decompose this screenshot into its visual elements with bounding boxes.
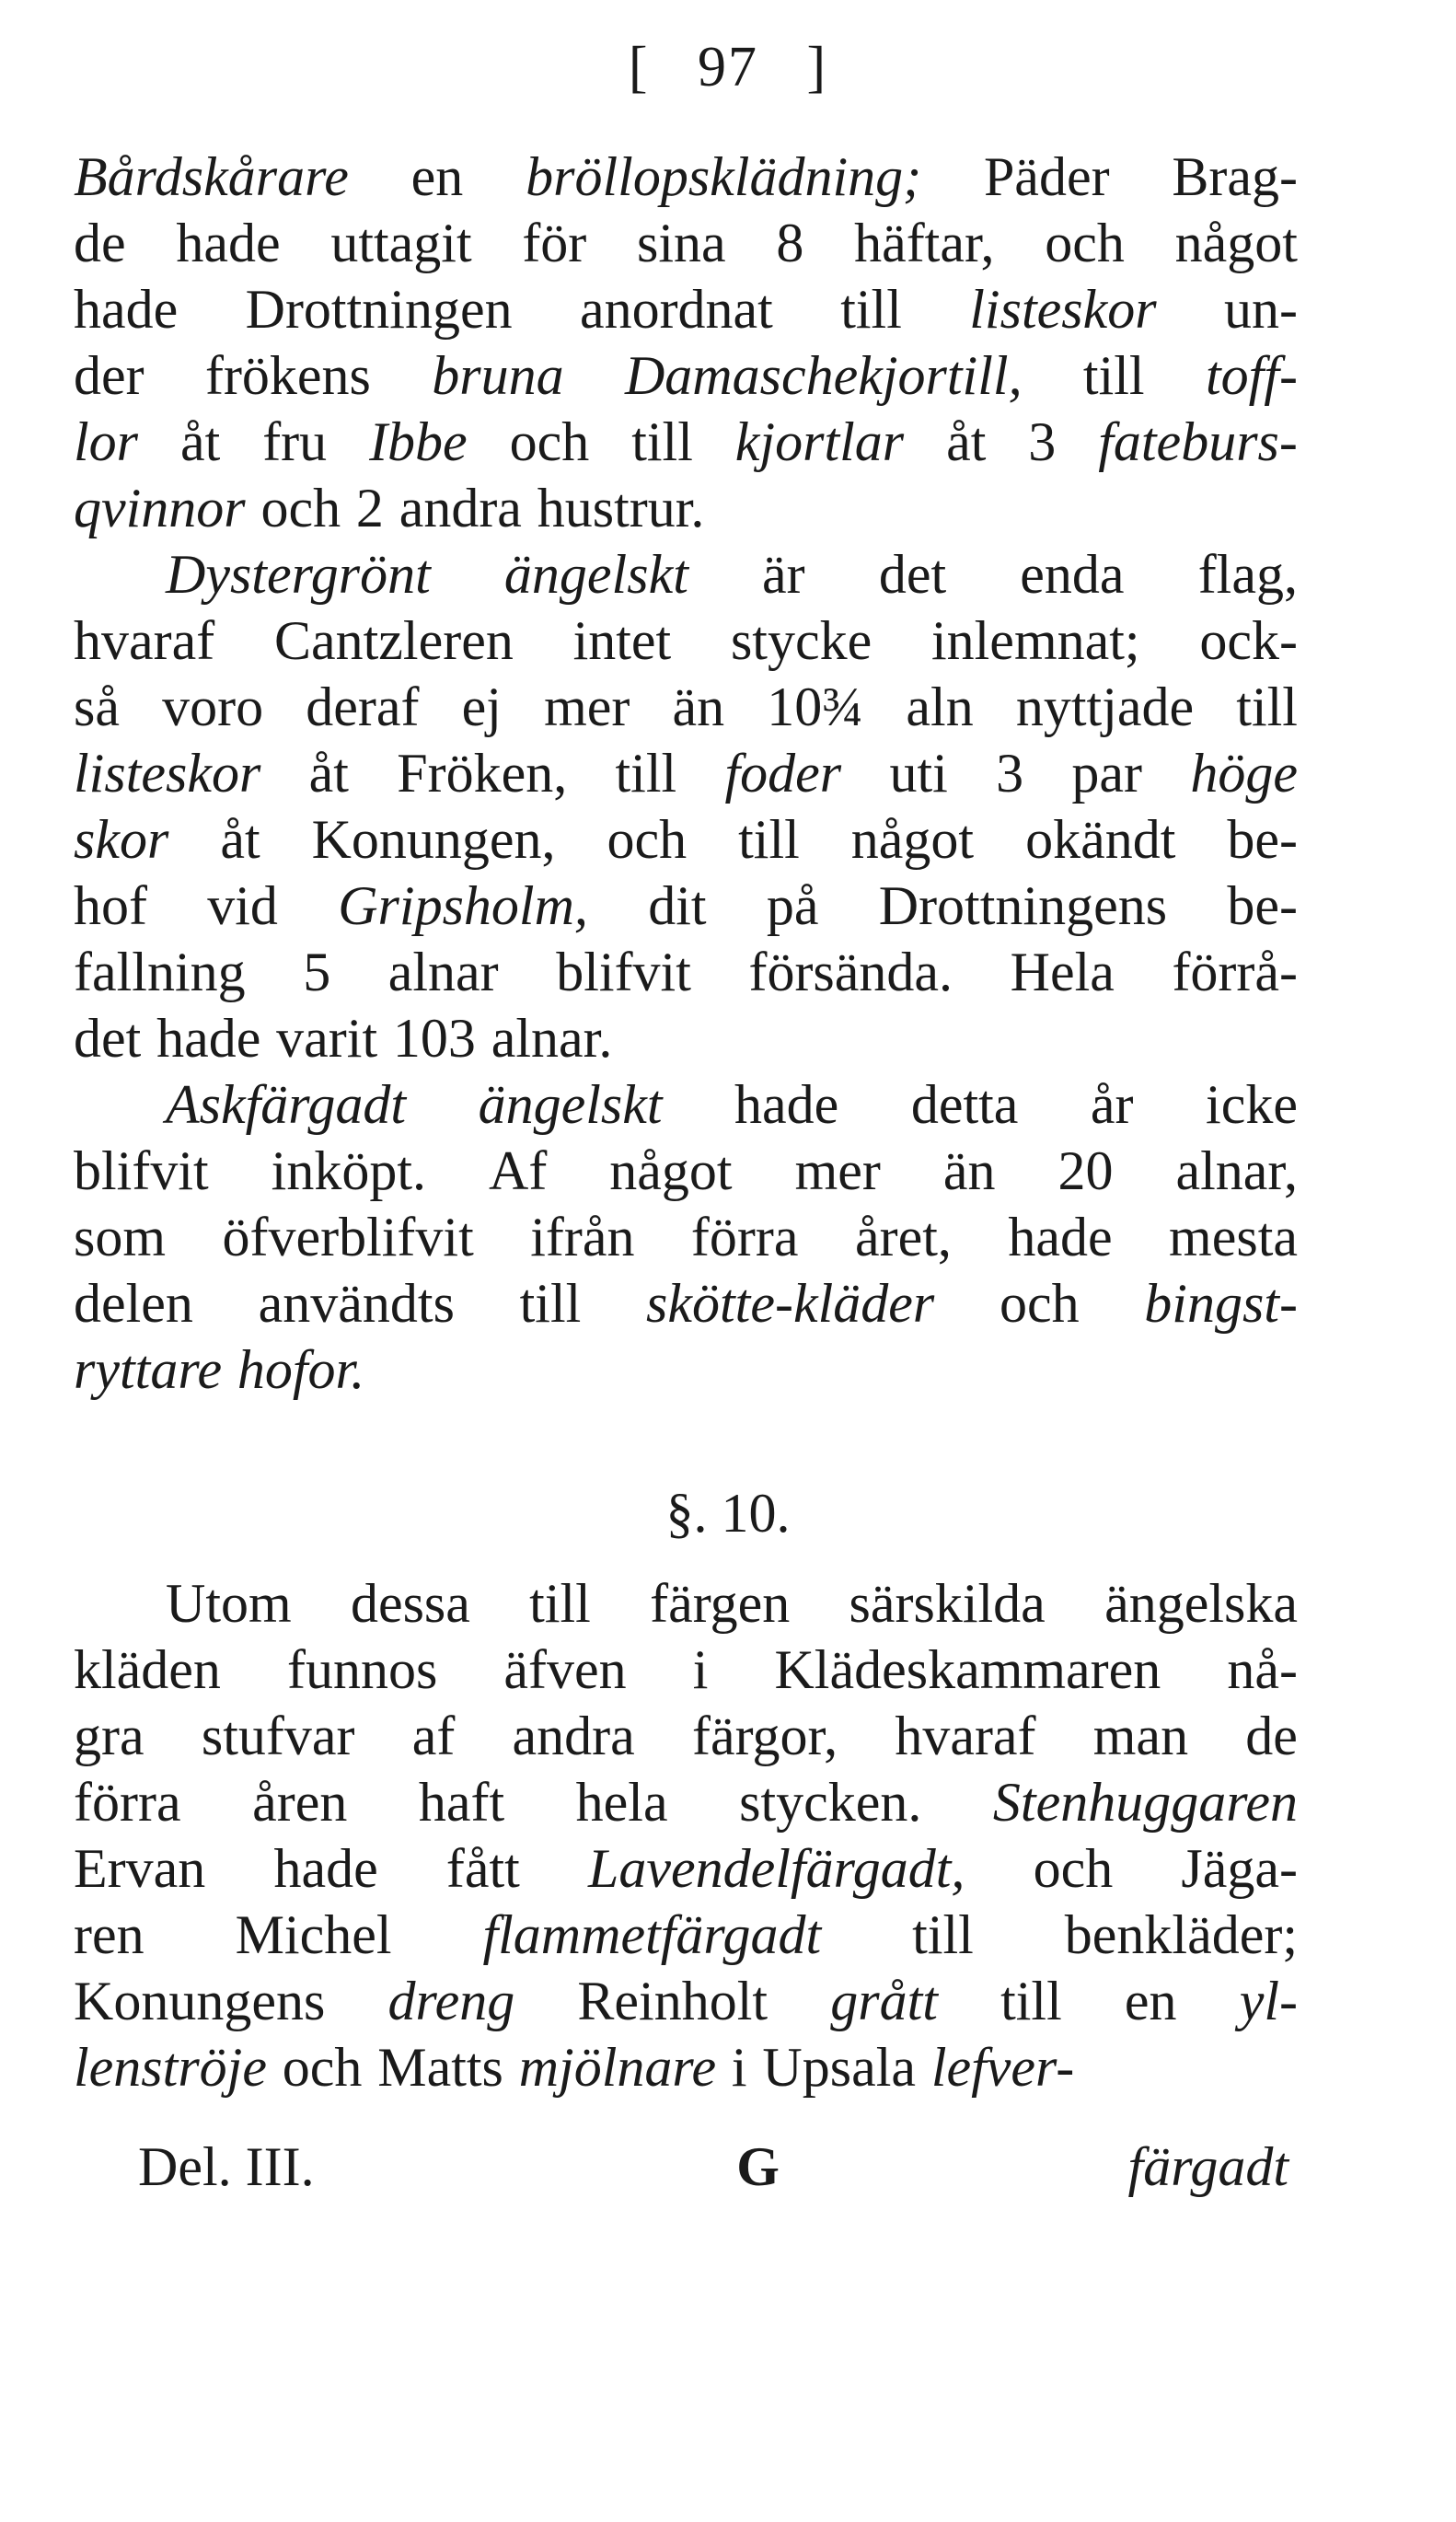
word: alnar xyxy=(387,942,499,1002)
word: Konungens xyxy=(74,1971,326,2031)
word: det xyxy=(74,1008,142,1069)
text-line xyxy=(74,409,1298,475)
word: haft xyxy=(418,1772,505,1833)
text-line xyxy=(74,144,1298,210)
word: något xyxy=(609,1140,733,1201)
body-text-2 xyxy=(74,1570,1298,2100)
word: kläden xyxy=(74,1639,221,1700)
word: Drottningens xyxy=(878,875,1168,936)
word: ängelska xyxy=(1104,1573,1298,1634)
word: hela xyxy=(575,1772,668,1833)
word: året, xyxy=(854,1207,952,1267)
word: hade xyxy=(74,279,179,340)
word: häftar, xyxy=(854,213,995,273)
word: 2 xyxy=(355,478,384,538)
word: benkläder; xyxy=(1064,1904,1298,1965)
word: fateburs- xyxy=(1098,411,1298,472)
word: 8 xyxy=(776,213,804,273)
word: så xyxy=(74,677,120,737)
word: par xyxy=(1071,743,1143,804)
word: andra xyxy=(512,1706,635,1766)
word: der xyxy=(74,345,144,406)
word: år xyxy=(1090,1074,1134,1135)
text-line xyxy=(74,1071,1298,1138)
word: uttagit xyxy=(330,213,472,273)
word: inlemnat; xyxy=(930,610,1140,671)
text-line xyxy=(74,939,1298,1005)
word: detta xyxy=(910,1074,1019,1135)
text-line xyxy=(74,607,1298,674)
word: voro xyxy=(162,677,264,737)
word: till xyxy=(615,743,677,804)
word: alnar. xyxy=(491,1008,613,1069)
word: anordnat xyxy=(579,279,773,340)
word: hustrur. xyxy=(537,478,705,538)
word: lefver- xyxy=(930,2037,1075,2098)
word: af xyxy=(411,1706,456,1766)
word: uti xyxy=(889,743,948,804)
word: Gripsholm, xyxy=(338,875,588,936)
word: färgor, xyxy=(692,1706,838,1766)
word: till xyxy=(1082,345,1145,406)
text-line xyxy=(74,342,1298,409)
word: till xyxy=(1000,1971,1062,2031)
word: till xyxy=(519,1273,582,1334)
word: som xyxy=(74,1207,167,1267)
text-line xyxy=(74,674,1298,740)
word: till xyxy=(840,279,902,340)
word: man xyxy=(1092,1706,1189,1766)
word: nå- xyxy=(1227,1639,1298,1700)
word: förra xyxy=(690,1207,799,1267)
word: bruna xyxy=(432,345,564,406)
word: och xyxy=(509,411,590,472)
word: hvaraf xyxy=(895,1706,1036,1766)
word: Stenhuggaren xyxy=(992,1772,1298,1833)
word: Ibbe xyxy=(369,411,468,472)
paragraph-4 xyxy=(74,1570,1298,2100)
word: ifrån xyxy=(530,1207,635,1267)
word: än xyxy=(942,1140,996,1201)
word: öfverblifvit xyxy=(222,1207,474,1267)
word: Reinholt xyxy=(577,1971,768,2031)
word: blifvit xyxy=(74,1140,209,1201)
word: särskilda xyxy=(849,1573,1046,1634)
text-line xyxy=(74,1138,1298,1204)
text-line xyxy=(74,1570,1298,1637)
word: äfven xyxy=(503,1639,627,1700)
word: mer xyxy=(794,1140,881,1201)
text-line xyxy=(74,475,1298,541)
word: och xyxy=(607,809,688,870)
word: Matts xyxy=(377,2037,503,2098)
word: försända. xyxy=(748,942,953,1002)
word: kjortlar xyxy=(734,411,905,472)
word: de xyxy=(74,213,126,273)
word: vid xyxy=(207,875,278,936)
word: stycke xyxy=(730,610,872,671)
text-line xyxy=(74,873,1298,939)
word: ren xyxy=(74,1904,144,1965)
word: i xyxy=(692,1639,709,1700)
word: ej xyxy=(461,677,502,737)
word: Upsala xyxy=(762,2037,917,2098)
word: och xyxy=(1045,213,1125,273)
word: till xyxy=(912,1904,974,1965)
word: åt xyxy=(308,743,349,804)
word: hade xyxy=(176,213,281,273)
word: Lavendelfärgadt, xyxy=(588,1838,965,1899)
text-line xyxy=(74,1835,1298,1902)
section-heading: §. 10. xyxy=(665,1483,791,1544)
word: mjölnare xyxy=(518,2037,717,2098)
word: enda xyxy=(1020,544,1125,605)
word: bingst- xyxy=(1144,1273,1298,1334)
word: åt xyxy=(179,411,221,472)
word: dessa xyxy=(350,1573,470,1634)
word: höge xyxy=(1190,743,1298,804)
word: mesta xyxy=(1169,1207,1298,1267)
word: qvinnor xyxy=(74,478,246,538)
word: un- xyxy=(1223,279,1298,340)
word: och xyxy=(999,1273,1080,1334)
word: och xyxy=(260,478,341,538)
word: till xyxy=(529,1573,591,1634)
word: bröllopsklädning; xyxy=(526,146,922,207)
word: är xyxy=(762,544,805,605)
word: funnos xyxy=(287,1639,438,1700)
text-line xyxy=(74,2034,1298,2100)
word: Bårdskårare xyxy=(74,146,349,207)
paragraph-3 xyxy=(74,1071,1298,1403)
text-line xyxy=(74,210,1298,276)
paragraph-2 xyxy=(74,541,1298,1071)
word: intet xyxy=(572,610,672,671)
word: Utom xyxy=(166,1573,292,1634)
word: fru xyxy=(262,411,328,472)
word: förra xyxy=(74,1772,181,1833)
word: till xyxy=(631,411,693,472)
word: aln xyxy=(906,677,974,737)
word: yl- xyxy=(1239,1971,1298,2031)
word: dit xyxy=(648,875,707,936)
word: det xyxy=(878,544,947,605)
word: Michel xyxy=(235,1904,392,1965)
word: hade xyxy=(1008,1207,1113,1267)
text-line xyxy=(74,740,1298,806)
word: foder xyxy=(724,743,842,804)
word: Af xyxy=(488,1140,548,1201)
word: deraf xyxy=(306,677,420,737)
word: Dystergrönt xyxy=(166,544,431,605)
word: flammetfärgadt xyxy=(482,1904,822,1965)
word: icke xyxy=(1206,1074,1298,1135)
word: Fröken, xyxy=(397,743,568,804)
word: Drottningen xyxy=(245,279,513,340)
word: ängelskt xyxy=(503,544,688,605)
word: och xyxy=(282,2037,363,2098)
word: Brag- xyxy=(1172,146,1298,207)
word: gra xyxy=(74,1706,144,1766)
word: toff- xyxy=(1205,345,1298,406)
word: ryttare xyxy=(74,1339,223,1400)
signature-mark: G xyxy=(736,2136,780,2197)
word: be- xyxy=(1227,809,1298,870)
word: grått xyxy=(830,1971,938,2031)
paragraph-1 xyxy=(74,144,1298,541)
word: Jäga- xyxy=(1181,1838,1298,1899)
word: skor xyxy=(74,809,169,870)
word: och xyxy=(1033,1838,1114,1899)
word: för xyxy=(522,213,587,273)
word: i xyxy=(731,2037,747,2098)
text-line xyxy=(74,541,1298,607)
word: hofor. xyxy=(237,1339,365,1400)
volume-label: Del. III. xyxy=(138,2136,315,2197)
page-footer xyxy=(138,2134,1288,2200)
word: 5 xyxy=(303,942,331,1002)
word: hvaraf xyxy=(74,610,215,671)
word: de xyxy=(1245,1706,1298,1766)
word: andra xyxy=(399,478,522,538)
word: hade xyxy=(273,1838,378,1899)
word: mer xyxy=(544,677,630,737)
word: Cantzleren xyxy=(273,610,514,671)
text-line xyxy=(74,1703,1298,1769)
word: Askfärgadt xyxy=(166,1074,407,1135)
word: Hela xyxy=(1010,942,1115,1002)
text-line xyxy=(74,1902,1298,1968)
word: 103 xyxy=(392,1008,476,1069)
word: listeskor xyxy=(969,279,1157,340)
word: Päder xyxy=(983,146,1110,207)
word: varit xyxy=(276,1008,378,1069)
word: en xyxy=(1124,1971,1177,2031)
word: Ervan xyxy=(74,1838,206,1899)
word: ock- xyxy=(1199,610,1298,671)
word: färgen xyxy=(650,1573,791,1634)
word: på xyxy=(766,875,819,936)
word: en xyxy=(410,146,464,207)
word: 10¾ xyxy=(767,677,864,737)
word: alnar, xyxy=(1175,1140,1298,1201)
word: åt xyxy=(220,809,260,870)
word: flag, xyxy=(1197,544,1298,605)
word: hade xyxy=(734,1074,839,1135)
word: be- xyxy=(1227,875,1298,936)
body-text xyxy=(74,144,1298,1403)
word: fallning xyxy=(74,942,246,1002)
page-number: [ 97 ] xyxy=(628,36,828,98)
word: hof xyxy=(74,875,147,936)
word: hade xyxy=(156,1008,261,1069)
word: dreng xyxy=(387,1971,515,2031)
word: listeskor xyxy=(74,743,261,804)
text-line xyxy=(74,1005,1298,1071)
word: Konungen, xyxy=(311,809,556,870)
word: åren xyxy=(252,1772,348,1833)
word: fått xyxy=(445,1838,520,1899)
word: frökens xyxy=(204,345,371,406)
word: ängelskt xyxy=(478,1074,663,1135)
word: något xyxy=(1174,213,1298,273)
word: Damaschekjortill, xyxy=(624,345,1023,406)
word: stufvar xyxy=(201,1706,355,1766)
text-line xyxy=(74,276,1298,342)
word: förrå- xyxy=(1172,942,1298,1002)
word: blifvit xyxy=(556,942,691,1002)
word: användts xyxy=(258,1273,455,1334)
word: åt xyxy=(946,411,987,472)
word: sina xyxy=(637,213,726,273)
text-line xyxy=(74,1336,1298,1403)
word: än xyxy=(672,677,725,737)
text-line xyxy=(74,1270,1298,1336)
word: något xyxy=(850,809,975,870)
text-line xyxy=(74,1637,1298,1703)
text-line xyxy=(74,806,1298,873)
word: 3 xyxy=(996,743,1024,804)
text-line xyxy=(74,1204,1298,1270)
word: nyttjade xyxy=(1015,677,1195,737)
word: stycken. xyxy=(739,1772,922,1833)
word: lor xyxy=(74,411,139,472)
word: Klädeskammaren xyxy=(774,1639,1161,1700)
word: till xyxy=(738,809,800,870)
text-line xyxy=(74,1968,1298,2034)
catchword: färgadt xyxy=(1127,2136,1288,2197)
word: till xyxy=(1236,677,1298,737)
word: 3 xyxy=(1028,411,1057,472)
text-line xyxy=(74,1769,1298,1835)
word: skötte-kläder xyxy=(646,1273,935,1334)
word: okändt xyxy=(1025,809,1176,870)
word: 20 xyxy=(1057,1140,1114,1201)
word: inköpt. xyxy=(271,1140,426,1201)
word: delen xyxy=(74,1273,193,1334)
word: lenströje xyxy=(74,2037,267,2098)
